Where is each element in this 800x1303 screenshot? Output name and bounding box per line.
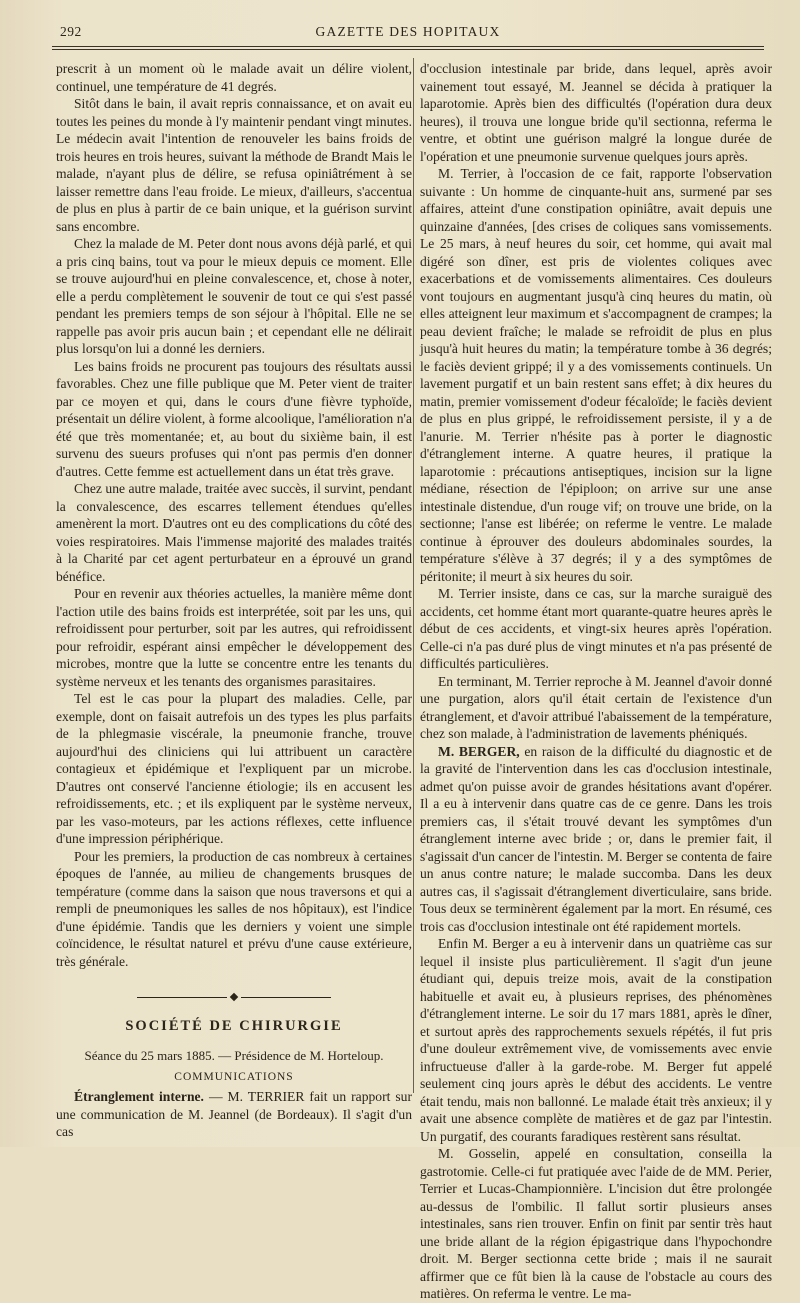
paragraph: En terminant, M. Terrier reproche à M. Jeannel d'avoir donné une purgation, alors qu'il était certain de l'existence d'un étranglement, et d'avoir attribué l'abaissement de la température, chez son malade, à l'administration de lavements phéniqués.	[420, 673, 772, 741]
paragraph	[420, 743, 772, 936]
right-column	[420, 60, 772, 1303]
subsection-title: COMMUNICATIONS	[174, 1070, 294, 1083]
journal-title: GAZETTE DES HOPITAUX	[315, 24, 501, 39]
paragraph-text: fait un rapport sur une communication de M. Jeannel (de Bordeaux). Il s'agit d'un cas	[56, 1089, 412, 1139]
paragraph: Chez la malade de M. Peter dont nous avons déjà parlé, et qui a pris cinq bains, tout va pour le mieux depuis ce moment. Elle se trouve aujourd'hui en pleine convalescence, et, chose à noter, elle a perdu complètement le souvenir de tout ce qui s'est passé pendant les premiers temps de son séjour à l'hôpital. Elle ne se rappelle pas avoir pris aucun bain ; et cependant elle ne délirait plus lorsqu'on lui a donné les derniers.	[56, 236, 412, 356]
paragraph: Chez une autre malade, traitée avec succès, il survint, pendant la convalescence, des escarres tellement étendues qu'elles amenèrent la mort. D'autres ont eu des complications du côté des voies respiratoires. Mais l'immense majorité des malades traités à la Charité par cet agent perturbateur en a éprouvé un grand bénéfice.	[56, 481, 412, 584]
page-header	[52, 20, 764, 44]
paragraph-text: en raison de la difficulté du diagnostic et de la gravité de l'intervention dans les cas d'occlusion intestinale, admet qu'on puisse avoir de grandes hésitations avant d'opérer. Il a eu à intervenir dans quatre cas de ce genre. Dans les trois premiers cas, il s'était trouvé devant les symptômes d'un étranglement interne avec bride ; or, dans le premier fait, il s'agissait d'un cancer de l'intestin. M. Berger se contenta de faire un anus contre nature; le malade succomba. Dans les deux autres cas, il s'agissait d'étranglement diverticulaire, sans bride. Tous deux se terminèrent également par la mort. En résumé, ces trois cas d'occlusion intestinale ont été rapidement mortels.	[420, 743, 773, 934]
paragraph: M. Terrier, à l'occasion de ce fait, rapporte l'observation suivante : Un homme de cinquante-huit ans, surmené par ses affaires, atteint d'une constipation opiniâtre, avait depuis une quinzaine d'années, [des crises de coliques sans vomissements. Le 25 mars, à neuf heures du soir, cet homme, qui avait mal digéré son dîner, est pris de violentes coliques avec exacerbations et de vomissements alimentaires. Ces douleurs vont toujours en augmentant jusqu'à cinq heures du matin, où elles atteignent leur maximum et s'accompagnent de crampes; la peau devient fraîche; le malade se refroidit de plus en plus jusqu'à huit heures du matin; la température tombe à 36 degrés; le faciès devient grippé; il y a des vomissements continuels. Un lavement purgatif et un bain restent sans effet; à dix heures du matin, premier vomissement d'odeur fécaloïde; le faciès devient de plus en plus grippé, le refroidissement persiste, il y a de l'anurie. M. Terrier n'hésite pas à porter le diagnostic d'étranglement interne. A quatre heures, il pratique la laparotomie : précautions antiseptiques, incision sur la ligne médiane, résection de l'épiploon; on arrive sur une anse intestinale distendue, d'un rouge vif; on trouve une bride, on la sectionne; l'anse est libérée; on referme le ventre. Le malade continue à éprouver des douleurs abdominales sourdes, la température s'élève à 37 degrés; il y a des symptômes de péritonite; il meurt à six heures du soir.	[420, 166, 772, 584]
separator-line	[137, 997, 227, 998]
session-line: Séance du 25 mars 1885. — Présidence de M. Horteloup.	[84, 1048, 384, 1063]
page-number: 292	[60, 24, 82, 39]
paragraph: d'occlusion intestinale par bride, dans lequel, après avoir vainement tout essayé, M. Jeannel se décida à pratiquer la laparotomie. Après bien des difficultés (l'opération dura deux heures), il trouva une longue bride qu'il sectionna, referma le ventre, et obtint une guérison malgré la longue durée de l'opération et une pneumonie survenue quelques jours après.	[420, 61, 772, 164]
speaker-name: M. BERGER,	[438, 743, 520, 759]
section-separator	[56, 988, 412, 1006]
column-divider	[413, 58, 414, 1093]
topic-heading: Étranglement interne.	[74, 1089, 204, 1104]
header-rule-thick	[52, 46, 764, 47]
paragraph: Sitôt dans le bain, il avait repris connaissance, et on avait eu toutes les peines du monde à l'y maintenir pendant vingt minutes. Le médecin avait l'intention de renouveler les bains froids de trois heures en trois heures, suivant la méthode de Brandt Mais le malade, n'ayant plus de délire, se refusa opiniâtrément à se laisser remettre dans l'eau froide. Le mieux, d'ailleurs, s'accentua de plus en plus à partir de ce bain unique, et la guérison survint sans encombre.	[56, 96, 412, 234]
paragraph	[56, 1088, 412, 1141]
paragraph: M. Terrier insiste, dans ce cas, sur la marche suraiguë des accidents, cet homme étant mort quarante-quatre heures après le début de ces accidents, et vingt-six heures après l'opération. Celle-ci n'a pas duré plus de vingt minutes et n'a pas présenté de difficultés particulières.	[420, 586, 772, 671]
paragraph: Les bains froids ne procurent pas toujours des résultats aussi favorables. Chez une fille publique que M. Peter vient de traiter par ce moyen et qui, dans le cours d'une fièvre typhoïde, présentait un délire violent, à forme alcoolique, l'amélioration n'a été que très momentanée; et, au bout du sixième bain, il est survenu des sueurs profuses qui n'ont pas permis d'en donner d'autres. Cette femme est actuellement dans un état très grave.	[56, 358, 412, 479]
left-column	[56, 60, 412, 1141]
speaker-name: — M. TERRIER	[208, 1089, 305, 1104]
paragraph: prescrit à un moment où le malade avait un délire violent, continuel, une température de 41 degrés.	[56, 61, 412, 94]
paragraph: Tel est le cas pour la plupart des maladies. Celle, par exemple, dont on faisait autrefois un des types les plus parfaits de la phlegmasie viscérale, la pneumonie franche, trouve aujourd'hui des cliniciens qui lui attribuent un caractère contagieux et épidémique et l'expliquent par un microbe. D'autres ont conservé l'ancienne étiologie; ils en accusent les refroidissements, etc. ; et ils expliquent par le système nerveux, par les vaso-moteurs, par les actions réflexes, cette influence d'une impression périphérique.	[56, 691, 412, 846]
paragraph: Pour les premiers, la production de cas nombreux à certaines époques de l'année, au milieu de changements brusques de température (comme dans la saison que nous traversons et qui a rempli de pneumoniques les salles de nos hôpitaux), est l'indice d'une épidémie. Tandis que les derniers y voient une simple coïncidence, le résultat naturel et prévu d'une cause extérieure, très générale.	[56, 848, 412, 969]
separator-line	[241, 997, 331, 998]
separator-ornament	[230, 993, 238, 1001]
header-rule-thin	[52, 49, 764, 50]
section-title: SOCIÉTÉ DE CHIRURGIE	[125, 1017, 343, 1034]
paragraph: M. Gosselin, appelé en consultation, conseilla la gastrotomie. Celle-ci fut pratiquée avec l'aide de de MM. Perier, Terrier et Lucas-Championnière. L'incision dut être prolongée au-dessus de l'ombilic. Il fallut sortir plusieurs anses intestinales, sans rien trouver. Enfin on finit par sentir très haut une bride allant de la région épigastrique dans l'hypochondre droit. M. Berger sectionna cette bride ; mais il ne saurait affirmer que ce fût bien là la cause de l'obstacle au cours des matières. On referma le ventre. Le ma-	[420, 1146, 772, 1301]
paragraph: Enfin M. Berger a eu à intervenir dans un quatrième cas sur lequel il insiste plus particulièrement. Il s'agit d'un jeune étudiant qui, depuis treize mois, avait de la constipation habituelle et avait eu, à plusieurs reprises, des phénomènes d'étranglement interne. Le soir du 17 mars 1881, après le dîner, et surtout après des rapprochements sexuels répétés, il fut pris d'une douleur extrêmement vive, de vomissements avec envie infructueuse d'aller à la garde-robe. M. Berger fut appelé seulement cinq jours après le début des accidents. Le ventre était tendu, mais non ballonné. Le malade était très anxieux; il y avait une absence complète de matières et de gaz par l'intestin. Un purgatif, des courants faradiques restèrent sans résultat.	[420, 936, 772, 1144]
paragraph: Pour en revenir aux théories actuelles, la manière même dont l'action utile des bains froids est interprétée, soit par les uns, qui refroidissent pour perturber, soit par les autres, qui refroidissent pour refroidir, espérant ainsi empêcher le développement des microbes, montre que la lutte se concentre entre les tenants du système nerveux et les tenants des organismes parasitaires.	[56, 586, 412, 689]
